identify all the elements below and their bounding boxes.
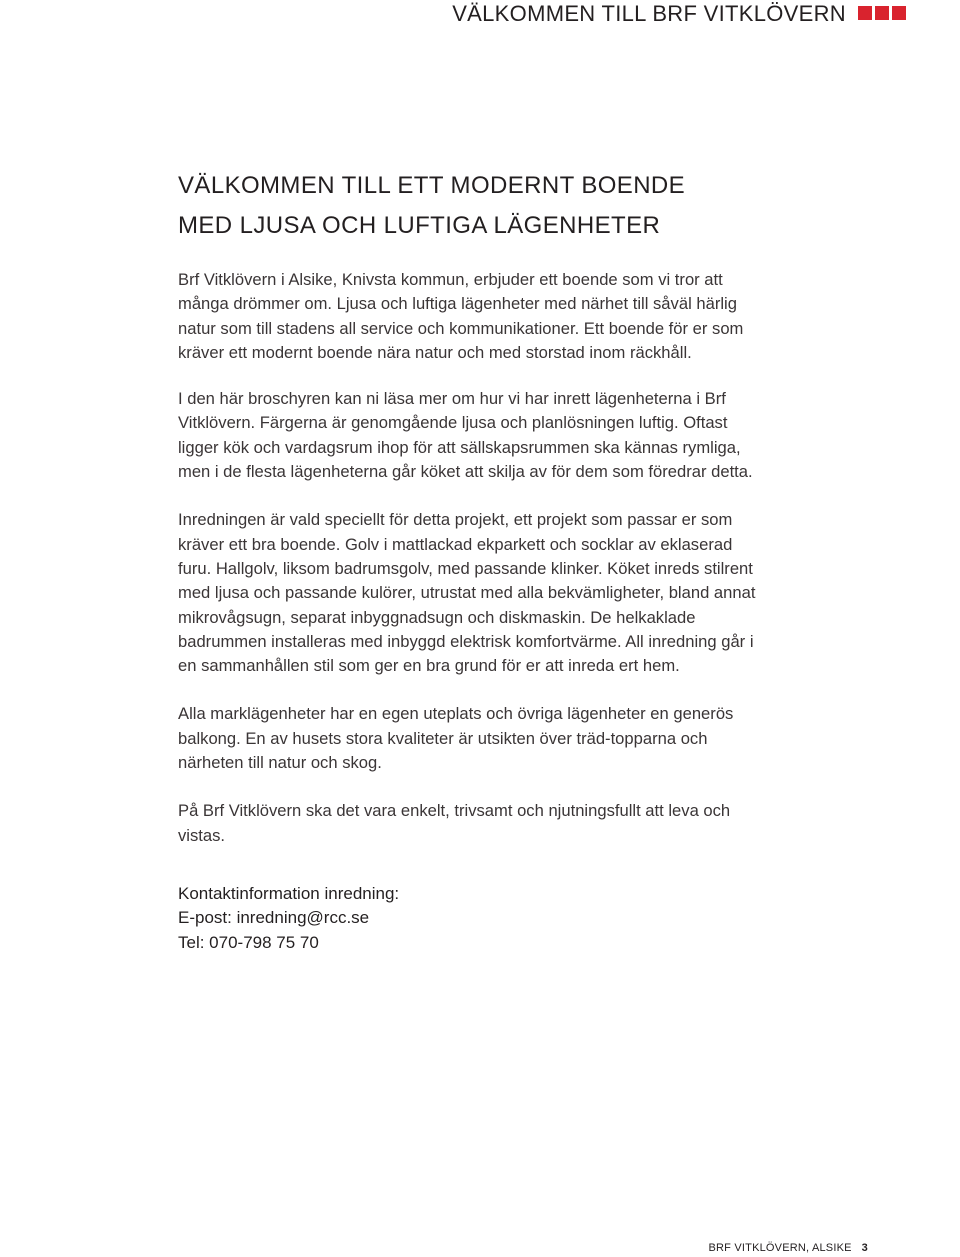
red-square-icon [875,6,889,20]
contact-heading: Kontaktinformation inredning: [178,883,400,903]
main-content [178,166,758,955]
contact-phone[interactable]: Tel: 070-798 75 70 [178,932,319,952]
contact-email[interactable]: E-post: inredning@rcc.se [178,908,370,928]
page-header [0,0,960,28]
heading-line-1: VÄLKOMMEN TILL ETT MODERNT BOENDE [178,172,686,199]
paragraph-closing: På Brf Vitklövern ska det vara enkelt, trivsamt och njutningsfullt att leva och vistas. [178,801,731,845]
red-square-icon [892,6,906,20]
red-square-icon [858,6,872,20]
header-logo-squares [858,6,906,20]
page-number: 3 [861,1242,868,1254]
page-footer [709,1242,869,1254]
header-title: VÄLKOMMEN TILL BRF VITKLÖVERN [452,1,846,26]
page-heading [178,166,758,246]
paragraph-brochure: I den här broschyren kan ni läsa mer om hur vi har inrett lägenheterna i Brf Vitklövern. Färgerna är genomgående ljusa och planlösningen luftig. Oftast ligger kök och vardagsrum ihop för att sällskapsrummen ska kännas rymliga, men i de flesta lägenheterna går köket att skilja av för dem som föredrar detta. [178,389,753,482]
footer-label: BRF VITKLÖVERN, ALSIKE [708,1242,852,1254]
contact-info [178,882,758,955]
paragraph-interior: Inredningen är vald speciellt för detta projekt, ett projekt som passar er som kräver ett bra boende. Golv i mattlackad ekparkett och socklar av eklaserad furu. Hallgolv, liksom badrumsgolv, med passande klinker. Köket inreds stilrent med ljusa och passande kulörer, utrustat med alla bekvämligheter, bland annat mikrovågsugn, separat inbyggnadsugn och diskmaskin. De helkaklade badrummen installeras med inbyggd elektrisk komfortvärme. All inredning går i en sammanhållen stil som ger en bra grund för er att inreda ert hem. [178,510,756,676]
heading-line-2: MED LJUSA OCH LUFTIGA LÄGENHETER [178,212,661,239]
paragraph-intro: Brf Vitklövern i Alsike, Knivsta kommun, erbjuder ett boende som vi tror att många drömmer om. Ljusa och luftiga lägenheter med närhet till såväl härlig natur som till stadens all service och kommunikationer. Ett boende för er som kräver ett modernt boende nära natur och med storstad inom räckhåll. [178,270,744,362]
paragraph-balcony: Alla marklägenheter har en egen uteplats och övriga lägenheter en generös balkong. En av husets stora kvaliteter är utsikten över träd-topparna och närheten till natur och skog. [178,704,734,773]
